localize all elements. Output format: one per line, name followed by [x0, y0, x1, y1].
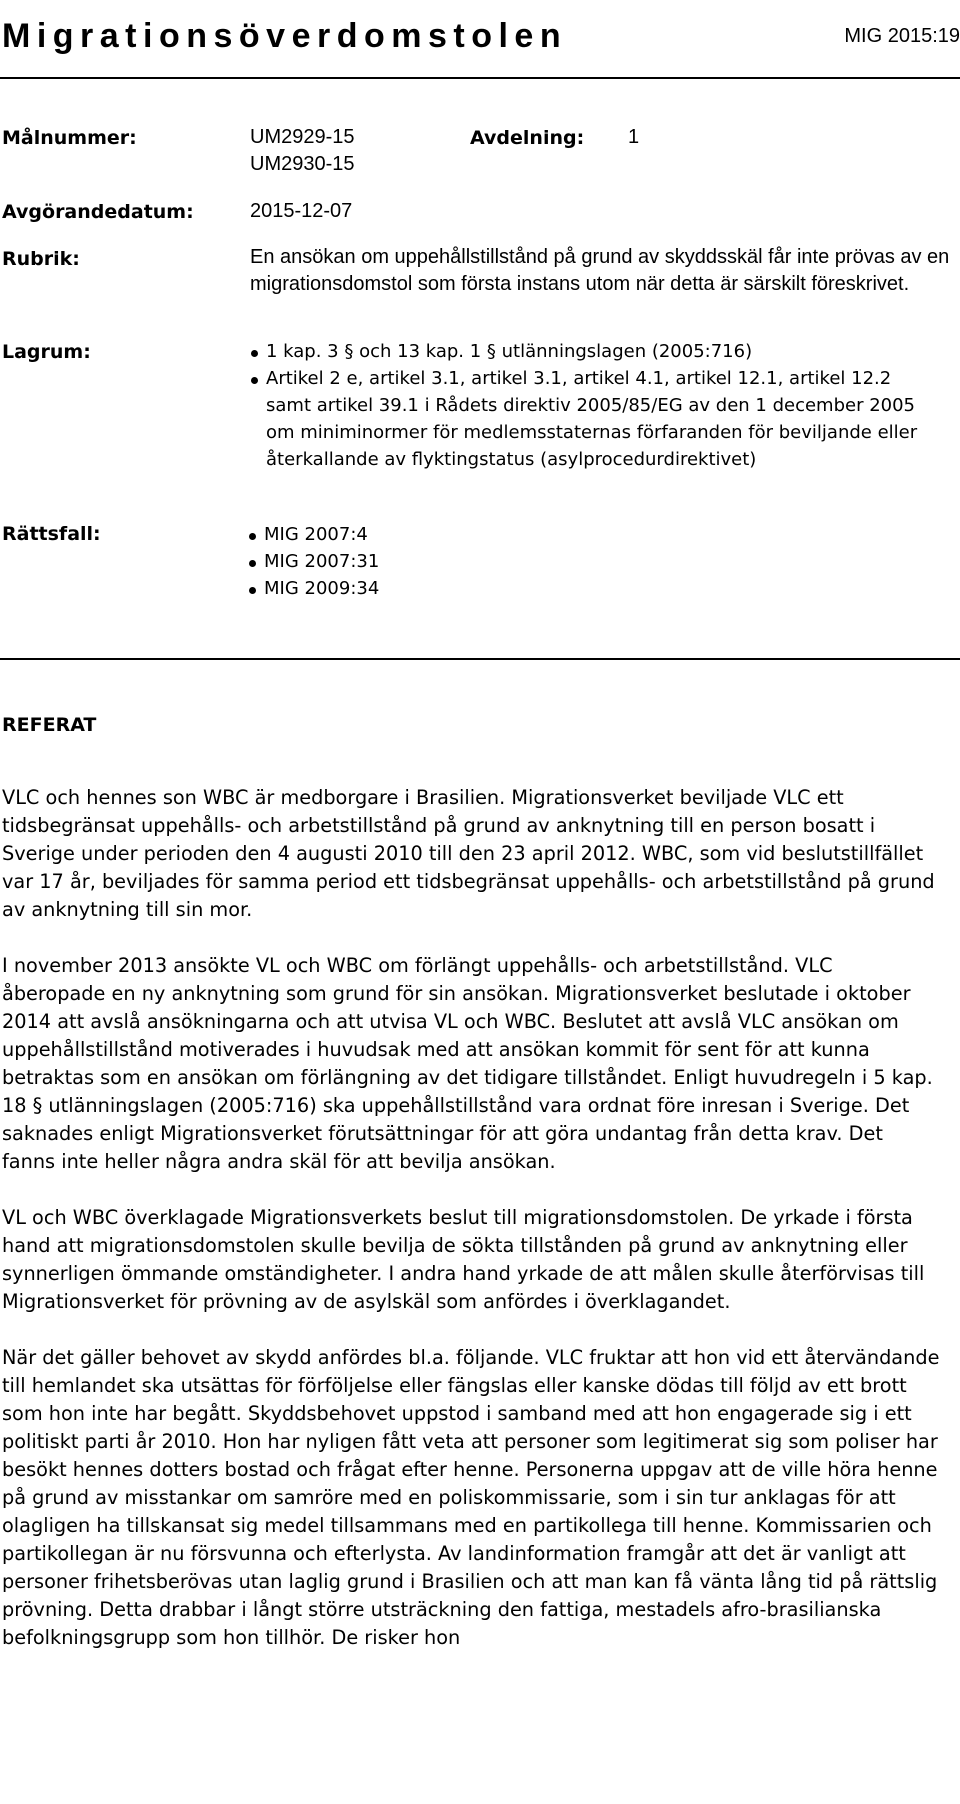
referat-paragraph: VL och WBC överklagade Migrationsverkets beslut till migrationsdomstolen. De yrkade i första hand att migrationsdomstolen skulle bevilja de sökta tillstånden på grund av anknytning eller synnerligen ömmande omständigheter. I andra hand yrkade de att målen skulle återförvisas till Migrationsverket för prövning av de asylskäl som anfördes i överklagandet.: [2, 1206, 925, 1313]
avdelning-value: 1: [628, 126, 640, 148]
section-divider: [0, 658, 960, 660]
rubrik-text: En ansökan om uppehållstillstånd på grund av skyddsskäl får inte prövas av en migrationsdomstol som första instans utom när detta är särskilt föreskrivet.: [250, 246, 950, 295]
referat-paragraph: I november 2013 ansökte VL och WBC om förlängt uppehålls- och arbetstillstånd. VLC åberopade en ny anknytning som grund för sin ansökan. Migrationsverket beslutade i oktober 2014 att avslå ansökningarna och att utvisa VL och WBC. Beslutet att avslå VLC ansökan om uppehållstillstånd motiverades i huvudsak med att ansökan kommit för sent för att kunna betraktas som en ansökan om förlängning av det tidigare tillståndet. Enligt huvudregeln i 5 kap. 18 § utlänningslagen (2005:716) ska uppehållstillstånd vara ordnat före inresan i Sverige. Det saknades enligt Migrationsverket förutsättningar för att göra undantag från detta krav. Det fanns inte heller några andra skäl för att bevilja ansökan.: [2, 954, 933, 1173]
malnummer-value-1: UM2929-15: [250, 126, 355, 148]
rattsfall-list: [248, 521, 548, 602]
header-divider: [0, 77, 960, 79]
avdelning-label: Avdelning:: [470, 127, 585, 149]
malnummer-value-2: UM2930-15: [250, 153, 355, 175]
referat-heading: REFERAT: [2, 714, 97, 736]
malnummer-label: Målnummer:: [2, 127, 137, 149]
referat-body: [2, 784, 942, 1680]
avgorandedatum-value: 2015-12-07: [250, 200, 353, 222]
referat-paragraph: När det gäller behovet av skydd anfördes bl.a. följande. VLC fruktar att hon vid ett återvändande till hemlandet ska utsättas för förföljelse eller fängslas eller kanske dödas till följd av ett brott som hon inte har begått. Skyddsbehovet uppstod i samband med att hon engagerade sig i ett politiskt parti år 2010. Hon har nyligen fått veta att personer som legitimerat sig som poliser har besökt hennes dotters bostad och frågat efter henne. Personerna uppgav att de ville höra henne på grund av misstankar om samröre med en poliskommissarie, som i sin tur anklagas för att olagligen ha tillskansat sig medel tillsammans med en partikollega till henne. Kommissarien och partikollegan är nu försvunna och efterlysta. Av landinformation framgår att det är vanligt att personer frihetsberövas utan laglig grund i Brasilien och att man kan få vänta lång tid på rättslig prövning. Detta drabbar i långt större utsträckning den fattiga, mestadels afro-brasilianska befolkningsgrupp som hon tillhör. De risker hon: [2, 1346, 940, 1649]
rattsfall-label: Rättsfall:: [2, 523, 101, 545]
lagrum-item: Artikel 2 e, artikel 3.1, artikel 3.1, artikel 4.1, artikel 12.1, artikel 12.2 samt artikel 39.1 i Rådets direktiv 2005/85/EG av den 1 december 2005 om miniminormer för medlemsstaternas förfaranden för beviljande eller återkallande av flyktingstatus (asylprocedurdirektivet): [250, 365, 930, 473]
lagrum-list: [250, 338, 930, 473]
rattsfall-item: MIG 2007:4: [248, 521, 548, 548]
lagrum-item: 1 kap. 3 § och 13 kap. 1 § utlänningslagen (2005:716): [250, 338, 930, 365]
case-reference-code: MIG 2015:19: [844, 25, 960, 47]
referat-paragraph: VLC och hennes son WBC är medborgare i Brasilien. Migrationsverket beviljade VLC ett tidsbegränsat uppehålls- och arbetstillstånd på grund av anknytning till en person bosatt i Sverige under perioden den 4 augusti 2010 till den 23 april 2012. WBC, som vid beslutstillfället var 17 år, beviljades för samma period ett tidsbegränsat uppehålls- och arbetstillstånd på grund av anknytning till sin mor.: [2, 786, 935, 921]
rattsfall-item: MIG 2009:34: [248, 575, 548, 602]
rattsfall-item: MIG 2007:31: [248, 548, 548, 575]
court-title: Migrationsöverdomstolen: [2, 17, 568, 55]
lagrum-label: Lagrum:: [2, 341, 91, 363]
rubrik-label: Rubrik:: [2, 248, 80, 270]
avgorandedatum-label: Avgörandedatum:: [2, 201, 194, 223]
